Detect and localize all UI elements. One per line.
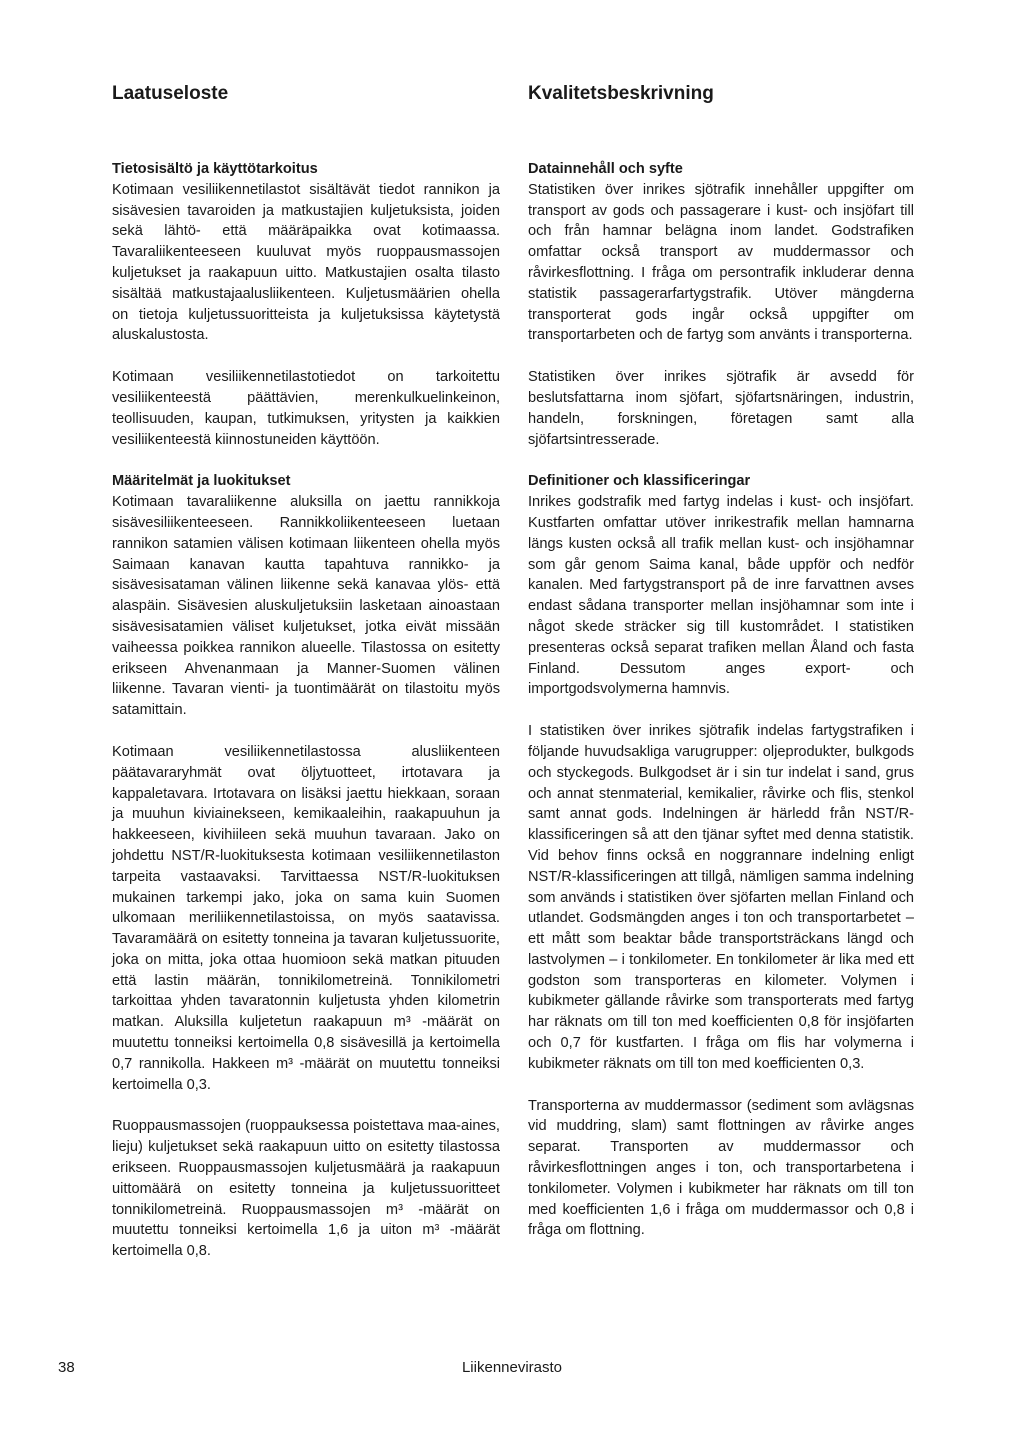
swedish-section-heading: Definitioner och klassificeringar <box>528 473 751 490</box>
swedish-paragraph: Statistiken över inrikes sjötrafik innehåller uppgifter om transport av gods och passagerare i kust- och insjöfart till och från hamnar belägna inom landet. Godstrafiken omfattar också transport av muddermassor och råvirkesflottning. I fråga om persontrafik inkluderar denna statistik passagerarfartygstrafik. Utöver mängderna transporterat gods ingår också uppgifter om transportarbeten och de fartyg som använts i transporterna. <box>528 181 914 344</box>
swedish-paragraph: Inrikes godstrafik med fartyg indelas i kust- och insjöfart. Kustfarten omfattar utöver inrikestrafik mellan hamnarna längs kusten också all trafik mellan kust- och insjöhamnar som går genom Saima kanal, både uppför och nedför kanalen. Med fartygstransport på de inre farvattnen avses endast sådana transporter mellan insjöhamnar som inte i något skede sträcker sig till kustområdet. I statistiken presenteras också separat trafiken mellan Åland och fasta Finland. Dessutom anges export- och importgodsvolymerna hamnvis. <box>528 494 914 698</box>
swedish-section-content-purpose <box>528 159 914 450</box>
finnish-column <box>112 82 500 1283</box>
finnish-title: Laatuseloste <box>112 83 229 104</box>
swedish-section-definitions <box>528 471 914 1241</box>
swedish-title: Kvalitetsbeskrivning <box>528 83 714 104</box>
finnish-section-heading: Tietosisältö ja käyttötarkoitus <box>112 161 318 177</box>
swedish-paragraph: Transporterna av muddermassor (sediment som avlägsnas vid muddring, slam) samt flottningen av råvirke anges separat. Transporten av muddermassor och råvirkesflottningen anges i ton, och transportarbetena i tonkilometer. Volymen i kubikmeter har räknats om till ton med koefficienten 1,6 i fråga om muddermassor och 0,8 i fråga om flottning. <box>528 1097 914 1239</box>
publisher-name: Liikennevirasto <box>461 1359 563 1376</box>
finnish-section-content-purpose <box>112 159 500 450</box>
finnish-paragraph: Kotimaan tavaraliikenne aluksilla on jaettu rannikkoja sisävesiliikenteeseen. Rannikkoliikenteeseen luetaan rannikon satamien välisen kotimaan liikenteen ohella myös Saimaan kanavan kautta tapahtuva rannikko- ja sisävesisataman välinen liikenne sekä kanavaa ylös- että alaspäin. Sisävesien aluskuljetuksiin lasketaan ainoastaan sisävesisatamien väliset kuljetukset, jotka eivät missään vaiheessa poikkea rannikon alueelle. Tilastossa on esitetty erikseen Ahvenanmaan ja Manner-Suomen välinen liikenne. Tavaran vienti- ja tuontimäärät on tilastoitu myös satamittain. <box>112 494 500 719</box>
swedish-paragraph: I statistiken över inrikes sjötrafik indelas fartygstrafiken i följande huvudsakliga varugrupper: oljeprodukter, bulkgods och styckegods. Bulkgodset är i sin tur indelat i sand, grus och annat stenmaterial, kemikalier, råvirke och flis, stenkol samt annat gods. Indelningen är härledd från NST/R-klassificeringen så att den tjänar syftet med denna statistik. Vid behov finns också en noggrannare indelning enligt NST/R-klassificeringen att tillgå, nämligen samma indelning som används i statistiken över sjöfarten mellan Finland och utlandet. Godsmängden anges i ton och transportarbetet – ett mått som beaktar både transportsträckans längd och lastvolymen – i tonkilometer. En tonkilometer är lika med ett godston som transporteras en kilometer. Volymen i kubikmeter gällande råvirke som transporterats med fartyg har räknats om till ton med koefficienten 0,8 för insjöfarten och 0,7 för kustfarten. I fråga om flis har volymerna i kubikmeter räknats om till ton med koefficienten 0,3. <box>528 723 914 1072</box>
finnish-paragraph: Kotimaan vesiliikennetilastossa alusliikenteen päätavararyhmät ovat öljytuotteet, irtotavara ja kappaletavara. Irtotavara on lisäksi jaettu hiekkaan, soraan ja muuhun kiviainekseen, kemikaaleihin, raakapuuhun ja hakkeeseen, kivihiileen sekä muuhun tavaraan. Jako on johdettu NST/R-luokituksesta kotimaan vesiliikennetilaston tarpeita vastaavaksi. Tarvittaessa NST/R-luokituksen mukainen tarkempi jako, joka on sama kuin Suomen ulkomaan meriliikennetilastoissa, on myös saatavissa. Tavaramäärä on esitetty tonneina ja tavaran kuljetussuorite, joka on mitta, joka ottaa huomioon sekä matkan pituuden että lastin määrän, tonnikilometreinä. Tonnikilometri tarkoittaa yhden tavaratonnin kuljetusta yhden kilometrin matkan. Aluksilla kuljetetun raakapuun m³ -määrät on muutettu tonneiksi kertoimella 0,8 sisävesillä ja kertoimella 0,7 rannikolla. Hakkeen m³ -määrät on muutettu tonneiksi kertoimella 0,3. <box>112 743 500 1093</box>
swedish-section-heading: Datainnehåll och syfte <box>528 161 683 177</box>
finnish-paragraph: Ruoppausmassojen (ruoppauksessa poistettava maa-aines, lieju) kuljetukset sekä raakapuun uitto on esitetty tilastossa erikseen. Ruoppausmassojen kuljetusmäärä ja raakapuun uittomäärä on esitetty tonneina ja kuljetussuoritteet tonnikilometreinä. Ruoppausmassojen m³ -määrät on muutettu tonneiksi kertoimella 1,6 ja uiton m³ -määrät kertoimella 0,8. <box>112 1118 500 1260</box>
finnish-section-heading: Määritelmät ja luokitukset <box>112 473 291 490</box>
finnish-paragraph: Kotimaan vesiliikennetilastot sisältävät tiedot rannikon ja sisävesien tavaroiden ja matkustajien kuljetuksista, joiden sekä lähtö- että määräpaikka ovat kotimaassa. Tavaraliikenteeseen kuuluvat myös ruoppausmassojen kuljetukset ja raakapuun uitto. Matkustajien osalta tilasto sisältää matkustajaalusliikenteen. Kuljetusmäärien ohella on tietoja kuljetussuoritteista ja kuljetuksissa käytetystä aluskalustosta. <box>112 181 500 344</box>
swedish-column <box>528 82 914 1262</box>
page-number: 38 <box>58 1359 75 1376</box>
swedish-paragraph: Statistiken över inrikes sjötrafik är avsedd för beslutsfattarna inom sjöfart, sjöfartsnäringen, industrin, handeln, forskningen, företagen samt alla sjöfartsintresserade. <box>528 369 914 448</box>
finnish-paragraph: Kotimaan vesiliikennetilastotiedot on tarkoitettu vesiliikenteestä päättävien, merenkulkuelinkeinon, teollisuuden, kaupan, tutkimuksen, yritysten ja kaikkien vesiliikenteestä kiinnostuneiden käyttöön. <box>112 369 500 448</box>
finnish-section-definitions <box>112 471 500 1262</box>
